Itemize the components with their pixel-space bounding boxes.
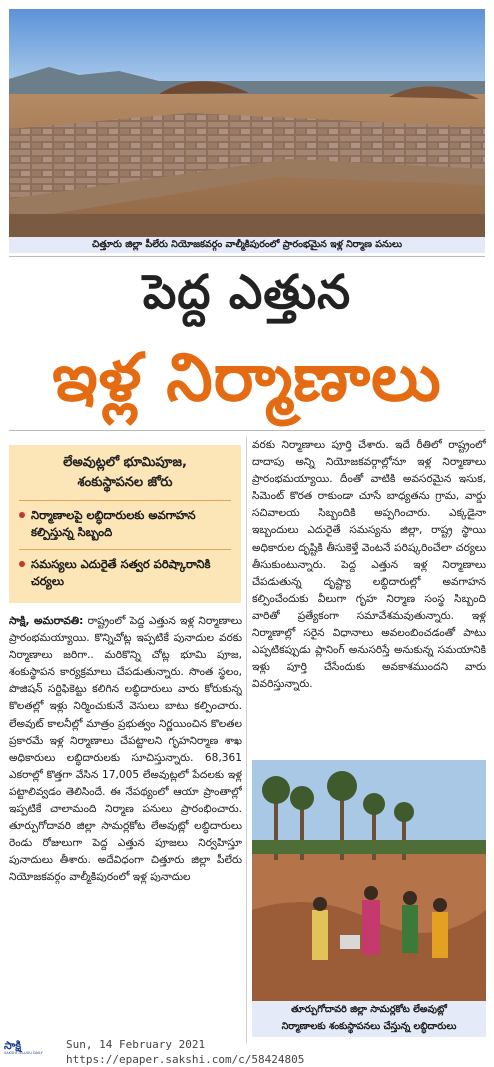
highlights-box [9, 445, 241, 603]
highlights-title-line-1: లేఅవుట్లలో భూమిపూజ, [63, 455, 187, 470]
highlight-bullet: నిర్మాణాలపై లబ్ధిదారులకు అవగాహన కల్పిస్తున్న సిబ్బంది [19, 507, 234, 541]
article-body-right: వరకు నిర్మాణాలు పూర్తి చేశారు. ఇదే రీతిలో రాష్ట్రంలో దాదాపు అన్ని నియోజకవర్గాల్లోనూ ఇళ్ల నిర్మాణాలు ప్రారంభమయ్యాయి. దీంతో వాటికి అవసరమైన ఇసుక, సిమెంట్ కొరత రాకుండా చూసే బాధ్యతను గ్రామ, వార్డు సచివాలయ సిబ్బందికి అప్పగించారు. ఎక్కడైనా ఇబ్బందులు ఎదురైతే సమస్యను జిల్లా, రాష్ట్ర స్థాయి అధికారుల దృష్టికి తీసుకెళ్తే వెంటనే పరిష్కరించేలా చర్యలు తీసుకుంటున్నారు. పెద్ద ఎత్తున ఇళ్ల నిర్మాణాలు చేపడుతున్న దృష్ట్యా లబ్ధిదారుల్లో అవగాహన కల్పించేందుకు వీలుగా గృహ నిర్మాణ సంస్థ సిబ్బంది వారితో ప్రత్యేకంగా సమావేశమవుతున్నారు. ఇళ్ల నిర్మాణాల్లో సరైన విధానాలు అవలంబించడంతో పాటు ఎప్పటికప్పుడు ప్లానింగ్ అనుసరిస్తే అనుకున్న సమయానికి ఇళ్లు పూర్తి చేసేందుకు అవకాశముందని వారు వివరిస్తున్నారు. [252, 439, 486, 691]
headline-line-1: పెద్ద ఎత్తున [142, 265, 352, 320]
footer-date: Sun, 14 February 2021 [66, 1038, 206, 1051]
bullet-icon [19, 561, 25, 567]
photo2-caption-line-1: తూర్పుగోదావరి జిల్లా సామర్లకోట లేఅవుట్లో [291, 1004, 447, 1015]
sakshi-logo: సాక్షి SAKSHI TELUGU DAILY [4, 1039, 43, 1055]
photo2-caption-line-2: నిర్మాణాలకు శంకుస్థాపనలు చేస్తున్న లబ్ధిదారులు [281, 1021, 457, 1032]
article-left-column [9, 613, 242, 1035]
article-body-left: రాష్ట్రంలో పెద్ద ఎత్తున ఇళ్ల నిర్మాణాలు ప్రారంభమయ్యాయి. కొన్నిచోట్ల ఇప్పటికే పునాదుల వరకు నిర్మాణాలు జరిగా.. మరికొన్ని చోట్ల భూమి పూజ, శంకుస్థాపన కార్యక్రమాలు చేపడుతున్నారు. సొంత స్థలం, పొజిషన్ సర్టిఫికెట్టు కలిగిన లబ్ధిదారులు వారు కోరుకున్న కొలతల్లో ఇళ్లు నిర్మించుకునే వెసులు బాటు కల్పించారు. లేఅవుట్ కాలనీల్లో మాత్రం ప్రభుత్వం నిర్ణయించిన కొలతల ప్రకారమే ఇళ్ల నిర్మాణాలు చేపట్టాలని గృహనిర్మాణ శాఖ అధికారులు లబ్ధిదారులకు సూచిస్తున్నారు. 68,361 ఎకరాల్లో కొత్తగా వేసిన 17,005 లేఅవుట్లలో పేదలకు ఇళ్ల పట్టాలివ్వడం తెలిసిందే. ఈ నేపథ్యంలో ఆయా ప్రాంతాల్లో ఇప్పటికే చాలామంది నిర్మాణ పనులు ప్రారంభించారు. తూర్పుగోదావరి జిల్లా సామర్లకోట లేఅవుట్లో లబ్ధిదారులు రెండు రోజులుగా పెద్ద ఎత్తున పూజలు నిర్వహిస్తూ పునాదులు తీశారు. అదేవిధంగా చిత్తూరు జిల్లా పీలేరు నియోజకవర్గం వాల్మీకిపురంలో ఇళ్ల పునాదుల [9, 615, 242, 884]
column-divider [246, 437, 247, 1043]
article-dateline: సాక్షి, అమరావతి: [9, 615, 84, 627]
divider [9, 430, 485, 431]
article-right-column [252, 437, 486, 755]
footer-meta [66, 1037, 486, 1067]
divider [9, 256, 485, 257]
top-photo-caption: చిత్తూరు జిల్లా పీలేరు నియోజకవర్గం వాల్మీకిపురంలో ప్రారంభమైన ఇళ్ల నిర్మాణ పనులు [9, 237, 485, 253]
photo2-caption [252, 1001, 486, 1037]
highlights-title-line-2: శంకుస్థాపనల జోరు [77, 475, 173, 490]
divider [19, 500, 231, 501]
highlight-bullet: సమస్యలు ఎదురైతే సత్వర పరిష్కారానికి చర్యలు [19, 556, 234, 590]
construction-site-photo [9, 9, 485, 237]
headline-line-2: ఇళ్ల నిర్మాణాలు [52, 339, 442, 416]
footer-url[interactable]: https://epaper.sakshi.com/c/58424805 [66, 1053, 305, 1066]
layout-puja-photo [252, 760, 486, 1002]
divider [19, 549, 231, 550]
bullet-icon [19, 512, 25, 518]
highlights-title [9, 453, 241, 493]
